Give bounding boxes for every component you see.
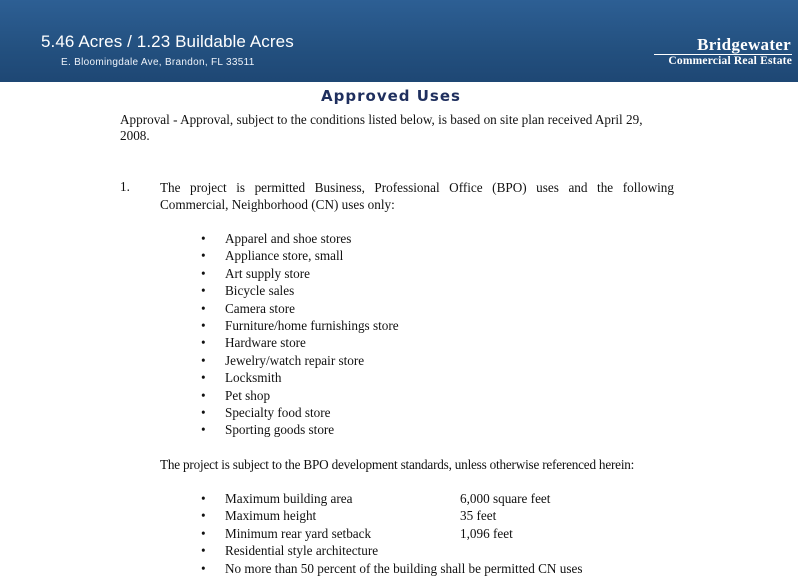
list-item bbox=[201, 421, 399, 438]
standard-value: 35 feet bbox=[460, 508, 497, 524]
list-item bbox=[201, 542, 582, 559]
list-item bbox=[201, 230, 399, 247]
use-label: Pet shop bbox=[225, 387, 271, 403]
bullet-icon: • bbox=[201, 300, 206, 316]
brand-logo-name: Bridgewater bbox=[697, 35, 791, 54]
listing-title: 5.46 Acres / 1.23 Buildable Acres bbox=[41, 32, 294, 51]
bullet-icon: • bbox=[201, 491, 206, 506]
list-item bbox=[201, 247, 399, 264]
use-label: Bicycle sales bbox=[225, 283, 295, 299]
use-label: Art supply store bbox=[225, 265, 310, 281]
list-item bbox=[201, 490, 582, 507]
list-item bbox=[201, 387, 399, 404]
list-item bbox=[201, 525, 582, 542]
list-item bbox=[201, 282, 399, 299]
development-standards-list bbox=[201, 490, 582, 577]
standard-label: No more than 50 percent of the building shall be permitted CN uses bbox=[225, 560, 583, 576]
approval-intro: Approval - Approval, subject to the conditions listed below, is based on site plan received April 29, 2008. bbox=[120, 112, 643, 143]
permitted-uses-list bbox=[201, 230, 399, 439]
bullet-icon: • bbox=[201, 352, 206, 368]
list-item bbox=[201, 369, 399, 386]
bullet-icon: • bbox=[201, 370, 206, 386]
use-label: Sporting goods store bbox=[225, 422, 335, 438]
list-item bbox=[201, 352, 399, 369]
bullet-icon: • bbox=[201, 335, 206, 351]
bullet-icon: • bbox=[201, 422, 206, 438]
standards-intro: The project is subject to the BPO development standards, unless otherwise referenced herein: bbox=[160, 457, 635, 472]
list-item bbox=[201, 334, 399, 351]
list-item bbox=[201, 265, 399, 282]
standard-label: Maximum building area bbox=[225, 491, 353, 506]
bullet-icon: • bbox=[201, 525, 206, 541]
use-label: Appliance store, small bbox=[225, 248, 344, 264]
bullet-icon: • bbox=[201, 283, 206, 299]
list-item bbox=[201, 507, 582, 524]
item-text: The project is permitted Business, Professional Office (BPO) uses and the following Commercial, Neighborhood (CN) uses only: bbox=[160, 180, 674, 212]
use-label: Specialty food store bbox=[225, 404, 331, 420]
list-item bbox=[201, 300, 399, 317]
use-label: Furniture/home furnishings store bbox=[225, 317, 399, 333]
use-label: Jewelry/watch repair store bbox=[225, 352, 365, 368]
list-item bbox=[201, 560, 582, 577]
use-label: Hardware store bbox=[225, 335, 306, 351]
bullet-icon: • bbox=[201, 387, 206, 403]
header-banner bbox=[0, 0, 798, 82]
bullet-icon: • bbox=[201, 543, 206, 559]
use-label: Camera store bbox=[225, 300, 295, 316]
listing-address: E. Bloomingdale Ave, Brandon, FL 33511 bbox=[61, 57, 255, 68]
brand-logo-tagline: Commercial Real Estate bbox=[668, 55, 792, 67]
use-label: Locksmith bbox=[225, 370, 282, 386]
bullet-icon: • bbox=[201, 404, 206, 420]
standard-label: Minimum rear yard setback bbox=[225, 525, 372, 541]
standard-label: Residential style architecture bbox=[225, 543, 379, 559]
page-title: Approved Uses bbox=[321, 87, 461, 105]
bullet-icon: • bbox=[201, 248, 206, 264]
bullet-icon: • bbox=[201, 317, 206, 333]
standard-value: 6,000 square feet bbox=[460, 491, 551, 506]
item-number: 1. bbox=[120, 179, 130, 194]
bullet-icon: • bbox=[201, 508, 206, 524]
bullet-icon: • bbox=[201, 560, 206, 576]
list-item bbox=[201, 404, 399, 421]
bullet-icon: • bbox=[201, 231, 206, 246]
standard-label: Maximum height bbox=[225, 508, 317, 524]
use-label: Apparel and shoe stores bbox=[225, 231, 352, 246]
standard-value: 1,096 feet bbox=[460, 525, 513, 541]
bullet-icon: • bbox=[201, 265, 206, 281]
list-item bbox=[201, 317, 399, 334]
